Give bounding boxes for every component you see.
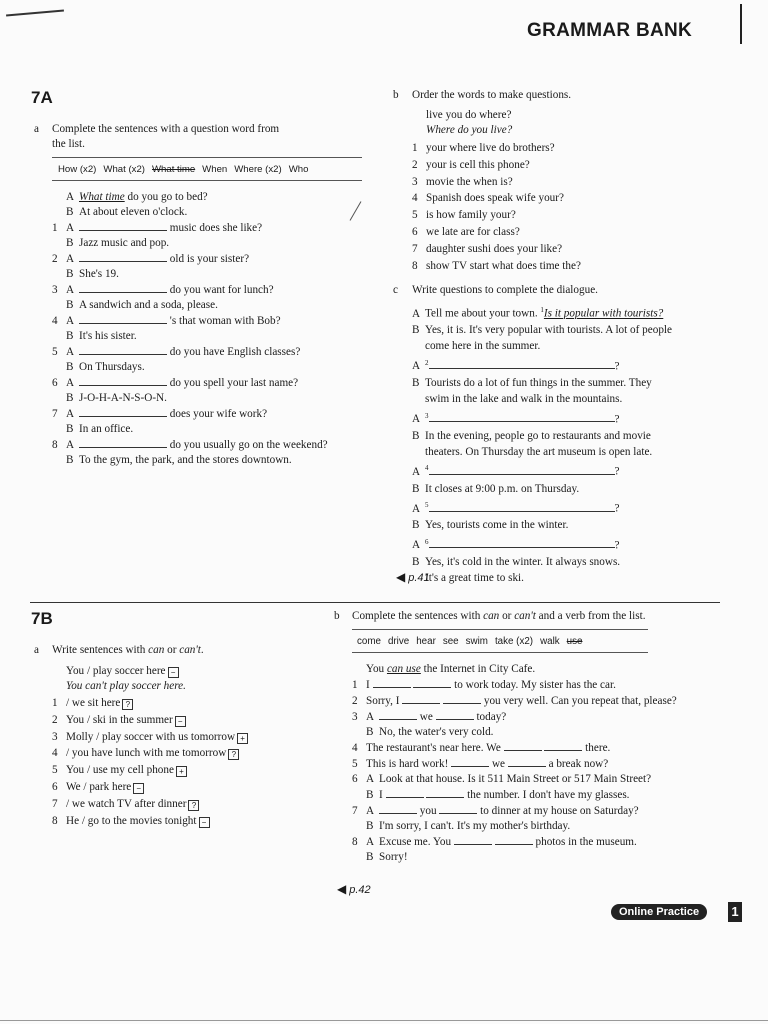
b-item-6-reply: B I the number. I don't have my glasses. <box>366 789 630 801</box>
pen-mark <box>6 9 64 16</box>
order-item-6: 6 we late are for class? <box>412 225 520 238</box>
order-item-1: 1 your where live do brothers? <box>412 142 555 154</box>
exercise-7a-a-instruction-2: the list. <box>52 138 85 150</box>
prompt-item-2: 2 You / ski in the summer − <box>52 712 248 729</box>
page-reference-42: ◀ p.42 <box>337 882 371 896</box>
exercise-7b-b-instruction: Complete the sentences with can or can't and a verb from the list. <box>352 610 646 622</box>
dialogue-line: swim in the lake and walk in the mountains. <box>425 393 623 406</box>
answer-blank[interactable] <box>79 375 167 386</box>
sign-box: + <box>176 766 187 777</box>
answer-blank[interactable] <box>79 313 167 324</box>
example-prompt: You / play soccer here − <box>52 664 248 679</box>
dialogue-question-blank-6: A $^6$ ? <box>412 537 620 552</box>
sign-box: ? <box>122 699 133 710</box>
answer-blank[interactable] <box>429 411 615 422</box>
prompt-item-8: 8 He / go to the movies tonight − <box>52 813 248 830</box>
exercise-7b-a-instruction: Write sentences with can or can't. <box>52 644 204 656</box>
order-item-3: 3 movie the when is? <box>412 175 513 188</box>
b-item-3-reply: B No, the water's very cold. <box>366 726 494 738</box>
exercise-7a-b-items <box>412 108 581 274</box>
order-item-7: 7 daughter sushi does your like? <box>412 242 563 255</box>
order-item-5: 5 is how family your? <box>412 209 516 222</box>
b-item-6: 6 A Look at that house. Is it 511 Main Street or 517 Main Street? <box>352 773 652 785</box>
answer-item-7: B In an office. <box>66 423 134 435</box>
answer-item-6: B J-O-H-A-N-S-O-N. <box>66 392 167 404</box>
word-list-7a: How (x2) What (x2) What time When Where (x2) Who <box>58 164 309 175</box>
section-7b-label: 7B <box>31 609 53 628</box>
b-example: You can use the Internet in City Cafe. <box>366 663 536 675</box>
example-sentence: You can't play soccer here. <box>66 680 186 692</box>
exercise-7a-a-letter: a <box>34 123 39 135</box>
dialogue-line-1: A Tell me about your town. $^1$Is it popular with tourists? <box>412 306 664 320</box>
exercise-7a-a-instruction: Complete the sentences with a question word from <box>52 123 280 135</box>
answer-blank[interactable] <box>429 464 615 475</box>
question-item-4: 4 A 's that woman with Bob? <box>52 315 281 327</box>
question-item-2: 2 A old is your sister? <box>52 253 250 265</box>
question-item-3: 3 A do you want for lunch? <box>52 284 274 296</box>
prompt-item-4: 4 / you have lunch with me tomorrow ? <box>52 745 248 762</box>
dialogue-line: B Yes, tourists come in the winter. <box>412 519 569 532</box>
answer-blank[interactable] <box>429 358 615 369</box>
exercise-7a-a-items <box>52 190 372 468</box>
dialogue-line: theaters. On Thursday the art museum is open late. <box>425 446 653 459</box>
example-line-b: B At about eleven o'clock. <box>66 206 188 218</box>
dialogue-line: B In the evening, people go to restaurants and movie <box>412 429 651 442</box>
answer-blank[interactable] <box>79 282 167 293</box>
dialogue-line: B Yes, it's cold in the winter. It always snows. <box>412 555 621 568</box>
dialogue-question-blank-2: A $^2$ ? <box>412 358 620 373</box>
answer-item-8: B To the gym, the park, and the stores downtown. <box>66 454 292 466</box>
answer-blank[interactable] <box>79 437 167 448</box>
question-item-5: 5 A do you have English classes? <box>52 346 301 358</box>
exercise-7a-c-letter: c <box>393 284 398 296</box>
b-item-8: 8 A Excuse me. You photos in the museum. <box>352 836 637 848</box>
exercise-7b-a-letter: a <box>34 644 39 656</box>
exercise-7b-b-letter: b <box>334 610 340 622</box>
question-item-6: 6 A do you spell your last name? <box>52 377 299 389</box>
question-item-1: 1 A music does she like? <box>52 222 263 234</box>
sign-box: ? <box>228 749 239 760</box>
b-item-7: 7 A you to dinner at my house on Saturday? <box>352 805 639 817</box>
sign-box: − <box>175 716 186 727</box>
answer-blank[interactable] <box>429 501 615 512</box>
answer-blank[interactable] <box>429 537 615 548</box>
word-list-7b: come drive hear see swim take (x2) walk use <box>357 636 583 647</box>
page-edge-line <box>740 4 742 44</box>
dialogue-question-blank-5: A $^5$ ? <box>412 501 620 515</box>
answer-item-4: B It's his sister. <box>66 330 137 342</box>
example-question: live you do where? <box>426 109 512 121</box>
prompt-item-3: 3 Molly / play soccer with us tomorrow + <box>52 729 248 746</box>
answer-blank[interactable] <box>79 344 167 355</box>
answer-blank[interactable] <box>79 251 167 262</box>
b-item-5: 5 This is hard work! we a break now? <box>352 758 609 770</box>
prompt-item-6: 6 We / park here − <box>52 779 248 796</box>
online-practice-badge[interactable]: Online Practice <box>611 904 707 920</box>
b-item-8-reply: B Sorry! <box>366 851 408 863</box>
sign-box: − <box>133 783 144 794</box>
example-line-a: A What time do you go to bed? <box>66 191 208 203</box>
exercise-7a-c-dialogue <box>412 303 672 587</box>
answer-blank[interactable] <box>79 406 167 417</box>
b-item-1: 1 I to work today. My sister has the car. <box>352 679 616 691</box>
dialogue-line: come here in the summer. <box>425 340 541 353</box>
sign-box: + <box>237 733 248 744</box>
arrow-left-icon: ◀ <box>337 882 347 896</box>
answer-item-1: B Jazz music and pop. <box>66 237 170 249</box>
sign-box: − <box>199 817 210 828</box>
order-item-2: 2 your is cell this phone? <box>412 158 530 171</box>
prompt-item-5: 5 You / use my cell phone + <box>52 762 248 779</box>
answer-item-2: B She's 19. <box>66 268 119 280</box>
exercise-7b-a-items <box>52 664 248 829</box>
b-item-4: 4 The restaurant's near here. We there. <box>352 742 611 754</box>
page-reference-41: ◀ p.41 <box>396 570 430 584</box>
exercise-7a-c-instruction: Write questions to complete the dialogue. <box>412 284 598 296</box>
dialogue-line: It's a great time to ski. <box>425 572 524 585</box>
exercise-7b-b-items <box>352 662 677 865</box>
grammar-bank-title: GRAMMAR BANK <box>527 20 693 41</box>
dialogue-line: B Tourists do a lot of fun things in the summer. They <box>412 376 652 389</box>
order-item-4: 4 Spanish does speak wife your? <box>412 192 564 205</box>
b-item-7-reply: B I'm sorry, I can't. It's my mother's birthday. <box>366 820 571 832</box>
dialogue-line: B Yes, it is. It's very popular with tourists. A lot of people <box>412 323 672 336</box>
dialogue-question-blank-4: A $^4$ ? <box>412 464 620 479</box>
page-number-tab: 1 <box>728 902 742 922</box>
b-item-2: 2 Sorry, I you very well. Can you repeat that, please? <box>352 695 677 707</box>
answer-item-5: B On Thursdays. <box>66 361 145 373</box>
section-7a-label: 7A <box>31 88 53 107</box>
order-item-8: 8 show TV start what does time the? <box>412 259 581 272</box>
exercise-7a-b-letter: b <box>393 89 399 101</box>
question-item-7: 7 A does your wife work? <box>52 408 268 420</box>
prompt-item-7: 7 / we watch TV after dinner ? <box>52 796 248 813</box>
prompt-item-1: 1 / we sit here ? <box>52 695 248 712</box>
answer-item-3: B A sandwich and a soda, please. <box>66 299 218 311</box>
example-answer: Where do you live? <box>426 124 513 136</box>
answer-blank[interactable] <box>79 220 167 231</box>
arrow-left-icon: ◀ <box>396 570 406 584</box>
sign-box: ? <box>188 800 199 811</box>
question-item-8: 8 A do you usually go on the weekend? <box>52 439 328 451</box>
b-item-3: 3 A we today? <box>352 711 507 723</box>
dialogue-question-blank-3: A $^3$ ? <box>412 411 620 426</box>
exercise-7a-b-instruction: Order the words to make questions. <box>412 89 572 101</box>
dialogue-line: B It closes at 9:00 p.m. on Thursday. <box>412 482 580 495</box>
